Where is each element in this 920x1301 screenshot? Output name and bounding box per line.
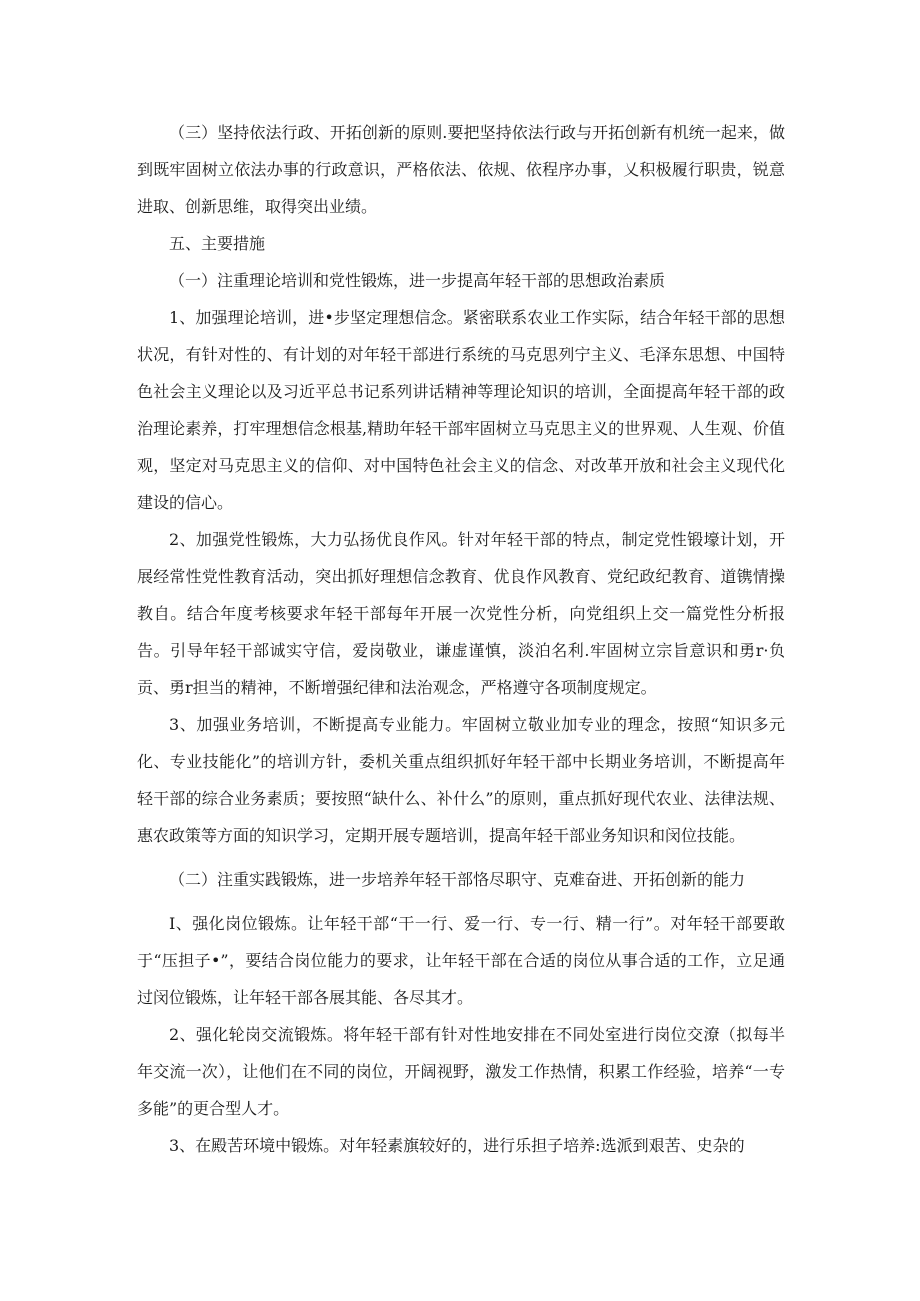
paragraph-rotation-training: 2、强化轮岗交流锻炼。将年轻干部有针对性地安排在不同处室进行岗位交潦（拟每半年交流一次），让他们在不同的岗位，开阔视野，激发工作热情，积累工作经验，培养“一专多能”的更合型人才。 — [137, 1025, 785, 1118]
paragraph-principle-three: （三）坚持依法行政、开拓创新的原则.要把坚持依法行政与开拓创新有机统一起来，做到既牢固树立依法办事的行政意识，严格依法、依规、依程序办事，乂积极履行职贵，锐意进取、创新思维，取得突出业绩。 — [137, 123, 785, 216]
paragraph-theory-training: 1、加强理论培训，进•步坚定理想信念。紧密联系农业工作实际，结合年轻干部的思想状况，有针对性的、有计划的对年轻干部进行系统的马克思列宁主义、毛泽东思想、中国特色社会主义理论以及习近平总书记系列讲话精神等理论知识的培训，全面提高年轻干部的政治理论素养，打牢理想信念根基,精助年轻干部牢固树立马克思主义的世界观、人生观、价值观，坚定对马克思主义的信仰、对中国特色社会主义的信念、对改革开放和社会主义现代化建设的信心。 — [137, 308, 785, 512]
paragraph-hardship-training: 3、在殿苦环境中锻炼。对年轻素旗较好的，进行乐担子培养:选派到艰苦、史杂的 — [169, 1136, 745, 1155]
subheading-theory-training: （一）注重理论培训和党性锻炼，进一步提高年轻干部的思想政治素质 — [169, 271, 666, 290]
document-body — [137, 114, 785, 1164]
subheading-practice-training: （二）注重实践锻炼，进一步培养年轻干部恪尽职守、克难奋进、开拓创新的能力 — [169, 870, 746, 889]
paragraph-party-spirit: 2、加强党性锻炼，大力弘扬优良作风。针对年轻干部的特点，制定党性锻壕计划，开展经常性党性教育活动，突出抓好理想信念教育、优良作风教育、党纪政纪教育、道镌情操教自。结合年度考核要求年轻干部每年开展一次党性分析，向党组织上交一篇党性分析报告。引导年轻干部诚实守信，爱岗敬业，谦虚谨慎，淡泊名利.牢固树立宗旨意识和勇r·负贡、勇r担当的精神，不断增强纪律和法治观念，严格遵守各项制度规定。 — [137, 530, 785, 697]
paragraph-post-training: I、强化岗位锻炼。让年轻干部“干一行、爱一行、专一行、精一行”。对年轻干部要敢于“压担子•”，要结合岗位能力的要求，让年轻干部在合适的岗位从事合适的工作，立足通过闵位锻炼，让年轻干部各展其能、各尽其才。 — [137, 914, 785, 1007]
paragraph-business-training: 3、加强业务培训，不断提高专业能力。牢固树立敬业加专业的理念，按照“知识多元化、专业技能化”的培训方针，委机关重点组织抓好年轻干部中长期业务培训，不断提高年轻干部的综合业务素质；要按照“缺什么、补什么”的原则，重点抓好现代农业、法律法规、惠农政策等方面的知识学习，定期开展专题培训，提高年轻干部业务知识和闵位技能。 — [137, 715, 785, 845]
heading-main-measures: 五、主要措施 — [169, 234, 266, 253]
